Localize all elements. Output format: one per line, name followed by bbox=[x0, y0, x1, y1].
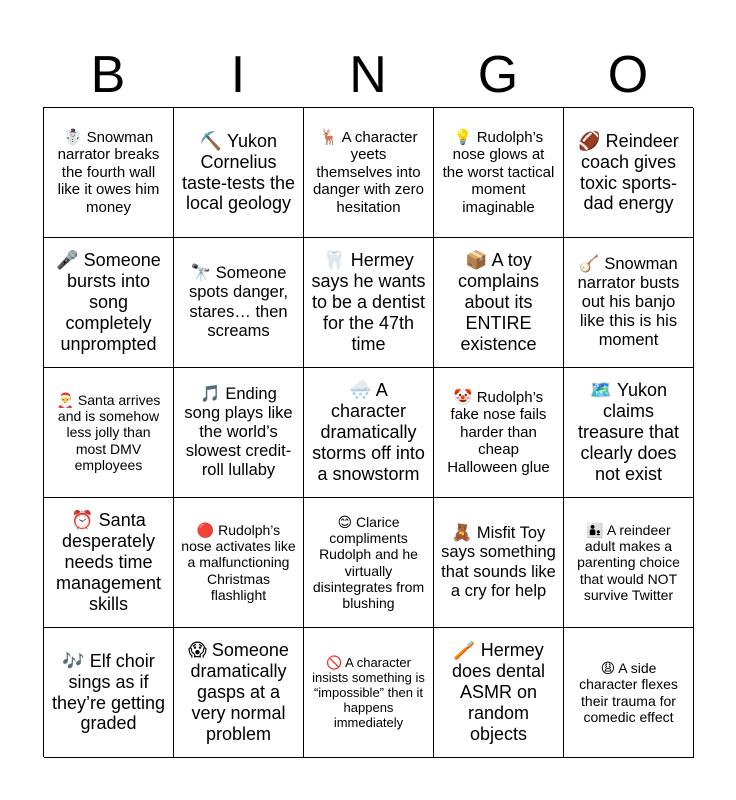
bingo-cell-r1c5[interactable] bbox=[564, 108, 694, 238]
bingo-cell-r2c5[interactable] bbox=[564, 238, 694, 368]
cell-text: 😱 Someone dramatically gasps at a very normal problem bbox=[188, 640, 289, 744]
cell-text: 🎵 Ending song plays like the world’s slowest credit-roll lullaby bbox=[184, 384, 293, 480]
bingo-cell-r4c4[interactable] bbox=[434, 498, 564, 628]
bingo-cell-r3c1[interactable] bbox=[44, 368, 174, 498]
bingo-cell-r4c5[interactable] bbox=[564, 498, 694, 628]
cell-text: 🪥 Hermey does dental ASMR on random objects bbox=[451, 640, 546, 744]
cell-text: 🤡 Rudolph’s fake nose fails harder than cheap Halloween glue bbox=[447, 389, 550, 476]
cell-text: 😊 Clarice compliments Rudolph and he virtually disintegrates from blushing bbox=[312, 513, 425, 611]
cell-text: 🎶 Elf choir sings as if they’re getting graded bbox=[51, 650, 166, 734]
cell-text: 🚫 A character insists something is “impossible” then it happens immediately bbox=[312, 654, 425, 731]
cell-text: ☃️ Snowman narrator breaks the fourth wall like it owes him money bbox=[57, 129, 160, 216]
cell-text: 📦 A toy complains about its ENTIRE existence bbox=[457, 250, 540, 354]
cell-text: 🌨️ A character dramatically storms off into a snowstorm bbox=[312, 380, 425, 484]
cell-text: 🦷 Hermey says he wants to be a dentist for the 47th time bbox=[311, 250, 426, 354]
bingo-cell-r4c1[interactable] bbox=[44, 498, 174, 628]
bingo-cell-r1c2[interactable] bbox=[174, 108, 304, 238]
bingo-cell-r1c4[interactable] bbox=[434, 108, 564, 238]
bingo-cell-r5c1[interactable] bbox=[44, 628, 174, 758]
bingo-cell-r5c3[interactable] bbox=[304, 628, 434, 758]
title-letter-o: O bbox=[607, 46, 649, 104]
bingo-cell-r4c3[interactable] bbox=[304, 498, 434, 628]
bingo-title bbox=[43, 44, 693, 106]
bingo-cell-r3c5[interactable] bbox=[564, 368, 694, 498]
cell-text: 🔭 Someone spots danger, stares… then screams bbox=[188, 264, 289, 340]
cell-text: 🪕 Snowman narrator busts out his banjo like this is his moment bbox=[577, 254, 680, 350]
bingo-cell-r5c2[interactable] bbox=[174, 628, 304, 758]
bingo-board bbox=[43, 107, 693, 757]
cell-text: 🎅 Santa arrives and is somehow less jolly than most DMV employees bbox=[56, 391, 161, 473]
bingo-cell-r3c2[interactable] bbox=[174, 368, 304, 498]
cell-text: 💡 Rudolph’s nose glows at the worst tactical moment imaginable bbox=[442, 129, 555, 216]
bingo-cell-r4c2[interactable] bbox=[174, 498, 304, 628]
cell-text: ⏰ Santa desperately needs time management skills bbox=[55, 510, 162, 614]
cell-text: 🧸 Misfit Toy says something that sounds like a cry for help bbox=[441, 524, 556, 600]
cell-text: 🔴 Rudolph’s nose activates like a malfunctioning Christmas flashlight bbox=[181, 521, 296, 603]
cell-text: 🗺️ Yukon claims treasure that clearly does not exist bbox=[577, 380, 680, 484]
cell-text: 🦌 A character yeets themselves into danger with zero hesitation bbox=[313, 129, 424, 216]
bingo-cell-r1c1[interactable] bbox=[44, 108, 174, 238]
title-letter-b: B bbox=[90, 46, 126, 104]
cell-text: 😩 A side character flexes their trauma for comedic effect bbox=[579, 660, 678, 725]
bingo-cell-r5c4[interactable] bbox=[434, 628, 564, 758]
bingo-cell-r2c4[interactable] bbox=[434, 238, 564, 368]
bingo-cell-r1c3[interactable] bbox=[304, 108, 434, 238]
title-letter-n: N bbox=[349, 46, 387, 104]
cell-text: 🎤 Someone bursts into song completely unprompted bbox=[56, 250, 161, 354]
bingo-cell-r2c1[interactable] bbox=[44, 238, 174, 368]
bingo-cell-r2c2[interactable] bbox=[174, 238, 304, 368]
bingo-cell-r3c3[interactable] bbox=[304, 368, 434, 498]
bingo-cell-r3c4[interactable] bbox=[434, 368, 564, 498]
cell-text: 🏈 Reindeer coach gives toxic sports-dad energy bbox=[578, 130, 679, 214]
title-letter-g: G bbox=[477, 46, 519, 104]
bingo-cell-r5c5[interactable] bbox=[564, 628, 694, 758]
cell-text: ⛏️ Yukon Cornelius taste-tests the local geology bbox=[181, 130, 296, 214]
bingo-cell-r2c3[interactable] bbox=[304, 238, 434, 368]
title-letter-i: I bbox=[230, 46, 246, 104]
cell-text: 👨‍👦 A reindeer adult makes a parenting choice that would NOT survive Twitter bbox=[577, 521, 680, 603]
